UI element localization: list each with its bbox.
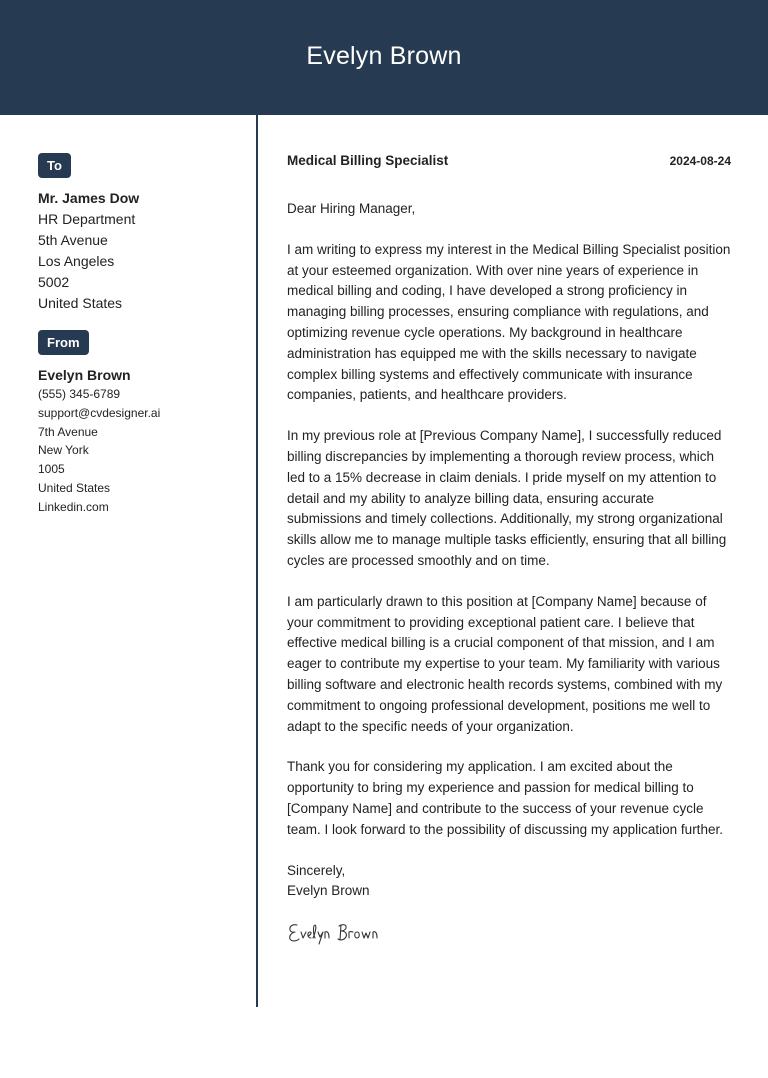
sender-email[interactable]: support@cvdesigner.ai (38, 405, 161, 420)
paragraph: In my previous role at [Previous Company Name], I successfully reduced billing discrepancies by implementing a thorough review process, which led to a 15% decrease in claim denials. I pride myself on my attention to detail and my ability to analyze billing data, ensuring accurate submissions and timely collections. Additionally, my strong organizational skills allow me to manage multiple tasks efficiently, ensuring that all billing cycles are processed smoothly and on time. (287, 428, 727, 568)
recipient-line: Los Angeles (38, 253, 115, 269)
sender-line: 1005 (38, 462, 65, 477)
recipient-name: Mr. James Dow (38, 190, 140, 206)
sender-line: 7th Avenue (38, 424, 98, 439)
closing: Sincerely, (287, 862, 346, 878)
recipient-line: 5002 (38, 274, 70, 290)
recipient-line: HR Department (38, 211, 136, 227)
job-title: Medical Billing Specialist (287, 153, 449, 168)
handwritten-signature (287, 916, 407, 946)
closing-block (287, 861, 731, 903)
letter-date: 2024-08-24 (669, 154, 731, 168)
sender-block (38, 365, 248, 517)
applicant-name: Evelyn Brown (306, 42, 462, 70)
sender-name: Evelyn Brown (38, 367, 131, 383)
paragraph: Thank you for considering my application. I am excited about the opportunity to bring my experience and passion for medical billing to [Company Name] and contribute to the success of your revenue cycle team. I look forward to the possibility of discussing my application further. (287, 759, 723, 837)
sender-line: New York (38, 443, 89, 458)
paragraph: I am writing to express my interest in the Medical Billing Specialist position at your esteemed organization. With over nine years of experience in medical billing and coding, I have developed a strong proficiency in managing billing processes, ensuring compliance with regulations, and optimizing revenue cycle operations. My background in healthcare administration has equipped me with the skills necessary to navigate complex billing systems and effectively communicate with insurance companies, patients, and healthcare providers. (287, 241, 731, 403)
recipient-line: 5th Avenue (38, 232, 108, 248)
letter-body (287, 153, 731, 946)
greeting: Dear Hiring Manager, (287, 201, 416, 216)
header-banner (0, 0, 768, 115)
sender-phone[interactable]: (555) 345-6789 (38, 387, 121, 401)
signoff-name: Evelyn Brown (287, 883, 370, 899)
sender-linkedin[interactable]: Linkedin.com (38, 499, 109, 514)
sender-line: United States (38, 480, 111, 495)
to-badge: To (38, 153, 71, 178)
recipient-block (38, 188, 248, 314)
column-divider (256, 115, 258, 1007)
sidebar (38, 153, 248, 517)
letter-title-row (287, 153, 731, 168)
recipient-line: United States (38, 295, 123, 311)
from-badge: From (38, 330, 89, 355)
paragraph: I am particularly drawn to this position at [Company Name] because of your commitment to providing exceptional patient care. I believe that effective medical billing is a crucial component of that mission, and I am eager to contribute my expertise to your team. My familiarity with various billing software and electronic health records systems, combined with my commitment to ongoing professional development, positions me well to adapt to the specific needs of your organization. (287, 593, 723, 734)
